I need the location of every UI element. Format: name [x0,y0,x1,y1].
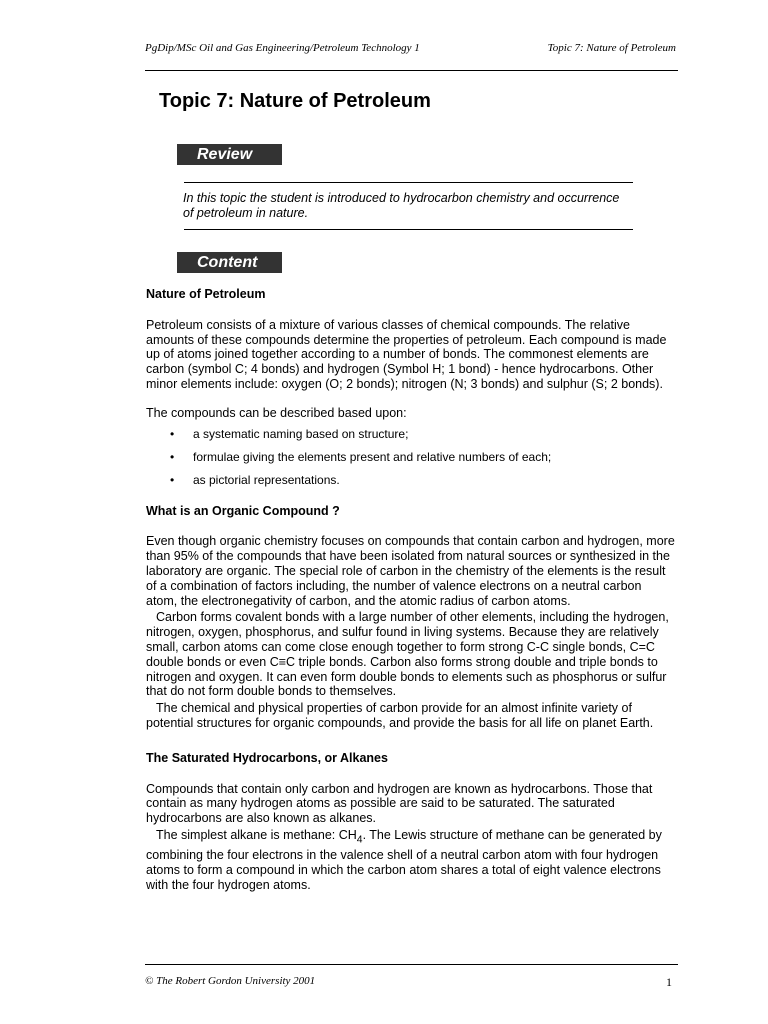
list-item-text: a systematic naming based on structure; [193,426,409,441]
page-header [145,40,678,71]
text-run: The simplest alkane is methane: CH [156,827,357,842]
paragraph: Compounds that contain only carbon and hydrogen are known as hydrocarbons. Those that contain as many hydrogen atoms as possible are said to be saturated. The saturated hydrocarbons are also known as alkanes. [146,781,653,826]
list-item [146,473,676,488]
paragraph: Petroleum consists of a mixture of various classes of chemical compounds. The relative amounts of these compounds determine the properties of petroleum. Each compound is made up of atoms joined together according to a number of bonds. The commonest elements are carbon (symbol C; 4 bonds) and hydrogen (Symbol H; 1 bond) - hence hydrocarbons. Other minor elements include: oxygen (O; 2 bonds); nitrogen (N; 3 bonds) and sulphur (S; 2 bonds). [146,317,667,391]
bullet-icon: • [170,449,175,464]
section-heading-alkanes: The Saturated Hydrocarbons, or Alkanes [146,750,388,765]
paragraph [146,828,676,893]
bullet-icon: • [170,472,175,487]
review-label: Review [177,144,282,165]
review-top-rule [184,182,633,183]
main-content [146,287,676,893]
header-topic-title: Topic 7: Nature of Petroleum [547,42,676,54]
footer-copyright: © The Robert Gordon University 2001 [145,975,316,987]
list-item [146,427,676,442]
list-item-text: formulae giving the elements present and relative numbers of each; [193,449,552,464]
content-label: Content [177,252,282,273]
list-item-text: as pictorial representations. [193,472,340,487]
bullet-icon: • [170,426,175,441]
text-run: . The Lewis structure of methane can be generated by combining the four electrons in the valence shell of a neutral carbon atom with four hydrogen atoms to form a compound in which the carbon atom shares a total of eight valence electrons with the four hydrogen atoms. [146,827,662,892]
review-text: In this topic the student is introduced to hydrocarbon chemistry and occurrence of petroleum in nature. [183,191,620,220]
paragraph: The compounds can be described based upon: [146,405,407,420]
paragraph: The chemical and physical properties of carbon provide for an almost infinite variety of potential structures for organic compounds, and provide the basis for all life on planet Earth. [146,701,654,730]
review-bottom-rule [184,229,633,230]
paragraph: Carbon forms covalent bonds with a large number of other elements, including the hydrogen, nitrogen, oxygen, phosphorus, and sulfur found in living systems. Because they are relatively small, carbon atoms can come close enough together to form strong C-C single bonds, C=C double bonds or even C≡C triple bonds. Carbon also forms strong double and triple bonds to nitrogen and oxygen. It can even form double bonds to elements such as phosphorus or sulfur that do not form double bonds to themselves. [146,610,669,699]
section-heading-nature: Nature of Petroleum [146,287,266,301]
list-item [146,450,676,465]
page-number: 1 [666,975,672,989]
paragraph: Even though organic chemistry focuses on compounds that contain carbon and hydrogen, more than 95% of the compounds that have been isolated from natural sources or synthesized in the laboratory are organic. The special role of carbon in the chemistry of the elements is the result of a combination of factors including, the number of valence electrons on a neutral carbon atom, the electronegativity of carbon, and the atomic radius of carbon atoms. [146,534,675,608]
subscript: 4 [356,834,363,846]
bullet-list [146,427,676,488]
page-title: Topic 7: Nature of Petroleum [159,90,431,112]
section-heading-organic: What is an Organic Compound ? [146,503,340,518]
page-footer [145,964,678,998]
header-course-title: PgDip/MSc Oil and Gas Engineering/Petroleum Technology 1 [145,42,420,54]
